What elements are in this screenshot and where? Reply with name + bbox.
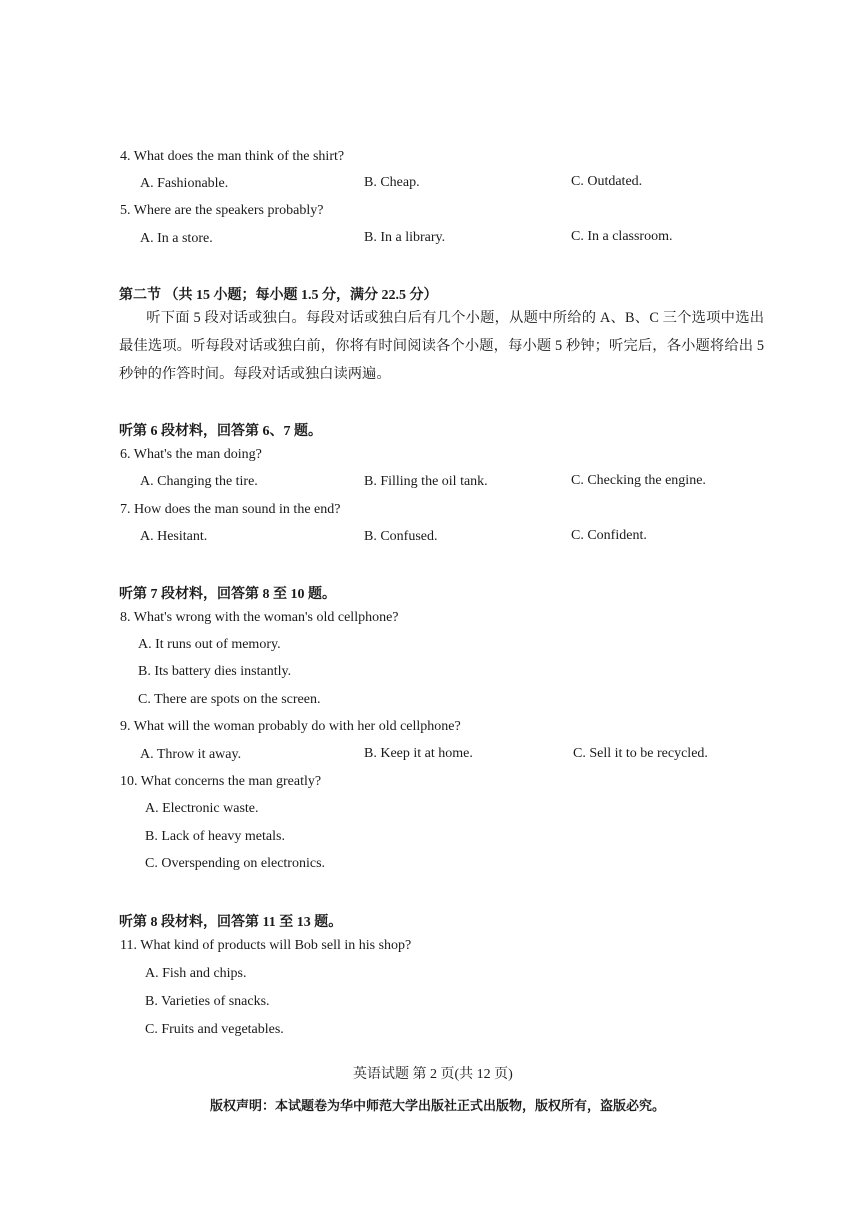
question-4-option-a: A. Fashionable. (140, 176, 229, 191)
question-6-option-a: A. Changing the tire. (140, 474, 258, 489)
question-6-option-b: B. Filling the oil tank. (364, 474, 488, 489)
question-11-option-b: B. Varieties of snacks. (145, 994, 270, 1009)
part-8-header: 听第 8 段材料，回答第 11 至 13 题。 (119, 915, 343, 930)
question-9-option-b: B. Keep it at home. (364, 746, 473, 761)
part-7-header: 听第 7 段材料，回答第 8 至 10 题。 (119, 587, 336, 602)
question-6-stem: 6. What's the man doing? (120, 447, 262, 462)
question-4-option-c: C. Outdated. (571, 174, 643, 189)
question-4-option-b: B. Cheap. (364, 175, 420, 190)
question-7-option-b: B. Confused. (364, 529, 438, 544)
question-5-stem: 5. Where are the speakers probably? (120, 203, 324, 218)
question-4-stem: 4. What does the man think of the shirt? (120, 149, 345, 164)
section-2-instructions-text: 听下面 5 段对话或独白。每段对话或独白后有几个小题，从题中所给的 A、B、C 三个选项中选出最佳选项。听每段对话或独白前，你将有时间阅读各个小题，每小题 5 秒钟；听完后，各小题将给出 5 秒钟的作答时间。每段对话或独白读两遍。 (119, 310, 764, 382)
question-8-option-c: C. There are spots on the screen. (138, 692, 321, 707)
question-9-stem: 9. What will the woman probably do with her old cellphone? (120, 719, 461, 734)
question-5-option-b: B. In a library. (364, 230, 446, 245)
question-8-option-a: A. It runs out of memory. (138, 637, 281, 652)
question-7-stem: 7. How does the man sound in the end? (120, 502, 341, 517)
question-10-stem: 10. What concerns the man greatly? (120, 774, 322, 789)
question-8-stem: 8. What's wrong with the woman's old cellphone? (120, 610, 399, 625)
question-6-option-c: C. Checking the engine. (571, 473, 706, 488)
question-10-option-b: B. Lack of heavy metals. (145, 829, 285, 844)
question-7-option-a: A. Hesitant. (140, 529, 208, 544)
question-8-option-b: B. Its battery dies instantly. (138, 664, 292, 679)
question-7-option-c: C. Confident. (571, 528, 647, 543)
question-10-option-a: A. Electronic waste. (145, 801, 259, 816)
section-2-instructions (119, 304, 764, 388)
question-9-option-c: C. Sell it to be recycled. (573, 746, 708, 761)
question-9-option-a: A. Throw it away. (140, 747, 242, 762)
page-footer-label: 英语试题 第 2 页(共 12 页) (353, 1067, 513, 1082)
question-10-option-c: C. Overspending on electronics. (145, 856, 326, 871)
question-5-option-c: C. In a classroom. (571, 229, 673, 244)
question-11-option-c: C. Fruits and vegetables. (145, 1022, 284, 1037)
question-11-option-a: A. Fish and chips. (145, 966, 247, 981)
copyright-notice: 版权声明：本试题卷为华中师范大学出版社正式出版物，版权所有，盗版必究。 (210, 1098, 666, 1113)
section-2-title: 第二节 （共 15 小题；每小题 1.5 分，满分 22.5 分） (119, 288, 438, 303)
question-5-option-a: A. In a store. (140, 231, 213, 246)
part-6-header: 听第 6 段材料，回答第 6、7 题。 (119, 424, 322, 439)
question-11-stem: 11. What kind of products will Bob sell in his shop? (120, 938, 412, 953)
